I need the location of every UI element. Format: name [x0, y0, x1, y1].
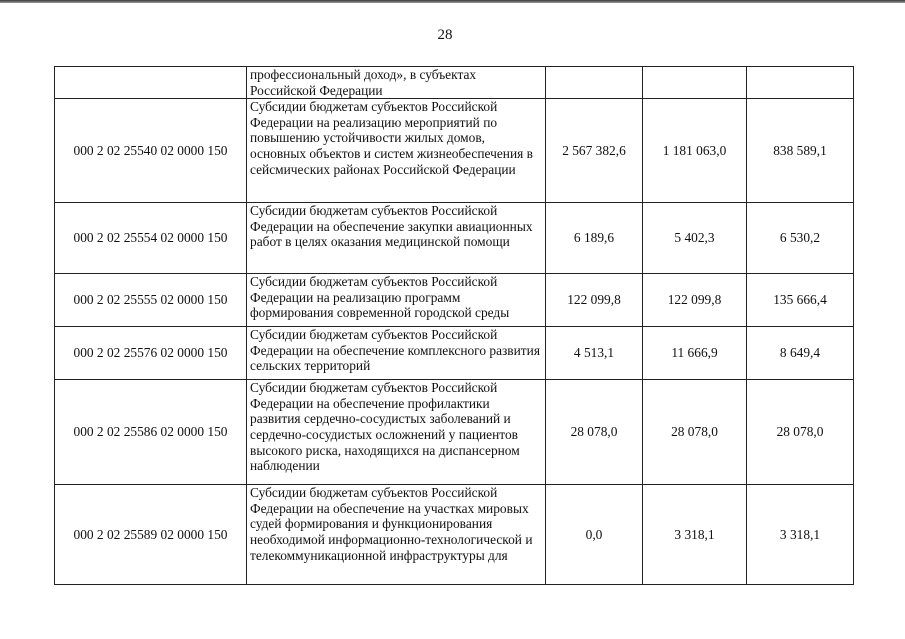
row-value-1: 28 078,0: [546, 380, 643, 485]
row-name: Субсидии бюджетам субъектов Российской Федерации на обеспечение профилактики развития сердечно-сосудистых заболеваний и сердечно-сосудистых осложнений у пациентов высокого риска, находящихся на диспансерном наблюдении: [247, 380, 546, 485]
table-row: [55, 380, 854, 485]
scan-top-edge: [0, 0, 905, 3]
row-code: [55, 67, 247, 99]
row-value-3: 28 078,0: [747, 380, 854, 485]
table-row: [55, 67, 854, 99]
row-value-2: 5 402,3: [643, 203, 747, 274]
row-value-2: 11 666,9: [643, 327, 747, 380]
budget-table: [54, 66, 854, 585]
page-number: 28: [437, 27, 453, 43]
row-value-1: [546, 67, 643, 99]
row-name: Субсидии бюджетам субъектов Российской Федерации на реализацию программ формирования современной городской среды: [247, 274, 546, 327]
row-value-1: 4 513,1: [546, 327, 643, 380]
row-name: Субсидии бюджетам субъектов Российской Федерации на обеспечение закупки авиационных работ в целях оказания медицинской помощи: [247, 203, 546, 274]
row-name: Субсидии бюджетам субъектов Российской Федерации на обеспечение на участках мировых судей формирования и функционирования необходимой информационно-технологической и телекоммуникационной инфраструктуры для: [247, 485, 546, 585]
row-value-2: 28 078,0: [643, 380, 747, 485]
table-row: [55, 327, 854, 380]
row-name: Субсидии бюджетам субъектов Российской Федерации на реализацию мероприятий по повышению устойчивости жилых домов, основных объектов и систем жизнеобеспечения в сейсмических районах Российской Федерации: [247, 99, 546, 203]
row-name: профессиональный доход», в субъектах Российской Федерации: [247, 67, 546, 99]
row-value-3: 135 666,4: [747, 274, 854, 327]
row-value-2: 3 318,1: [643, 485, 747, 585]
row-value-1: 0,0: [546, 485, 643, 585]
table-row: [55, 485, 854, 585]
row-value-1: 6 189,6: [546, 203, 643, 274]
row-code: 000 2 02 25586 02 0000 150: [55, 380, 247, 485]
row-code: 000 2 02 25576 02 0000 150: [55, 327, 247, 380]
row-value-3: 8 649,4: [747, 327, 854, 380]
table-row: [55, 99, 854, 203]
row-name: Субсидии бюджетам субъектов Российской Федерации на обеспечение комплексного развития сельских территорий: [247, 327, 546, 380]
row-value-3: [747, 67, 854, 99]
row-value-2: [643, 67, 747, 99]
row-value-1: 122 099,8: [546, 274, 643, 327]
row-value-3: 3 318,1: [747, 485, 854, 585]
row-code: 000 2 02 25555 02 0000 150: [55, 274, 247, 327]
row-value-1: 2 567 382,6: [546, 99, 643, 203]
table-row: [55, 274, 854, 327]
row-code: 000 2 02 25589 02 0000 150: [55, 485, 247, 585]
row-code: 000 2 02 25540 02 0000 150: [55, 99, 247, 203]
row-code: 000 2 02 25554 02 0000 150: [55, 203, 247, 274]
row-value-3: 6 530,2: [747, 203, 854, 274]
table-row: [55, 203, 854, 274]
row-value-2: 1 181 063,0: [643, 99, 747, 203]
row-value-3: 838 589,1: [747, 99, 854, 203]
row-value-2: 122 099,8: [643, 274, 747, 327]
